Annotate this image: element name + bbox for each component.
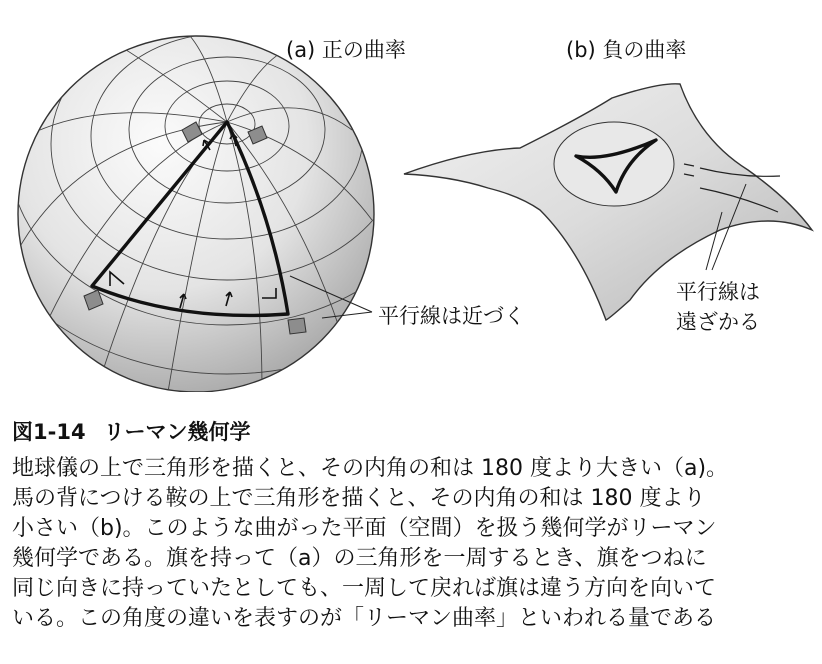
figure-title: リーマン幾何学 xyxy=(103,420,251,444)
caption-line: 幾何学である。旗を持って（a）の三角形を一周するとき、旗をつねに xyxy=(12,546,707,571)
sphere-body xyxy=(18,36,374,392)
caption-line: 同じ向きに持っていたとしても、一周して戻れば旗は違う方向を向いて xyxy=(12,576,717,601)
caption-line: 地球儀の上で三角形を描くと、その内角の和は 180 度より大きい（a)。 xyxy=(12,456,729,481)
caption-line: 小さい（b)。このような曲がった平面（空間）を扱う幾何学がリーマン xyxy=(12,516,717,541)
label-positive-curvature: (a) 正の曲率 xyxy=(286,38,406,62)
saddle-inner-oval xyxy=(554,122,674,206)
sphere xyxy=(0,0,535,392)
annotation-parallel-approach: 平行線は近づく xyxy=(378,304,525,328)
annotation-parallel-diverge-line1: 平行線は xyxy=(676,280,760,304)
caption xyxy=(12,416,812,634)
caption-title xyxy=(12,416,812,446)
caption-line: いる。この角度の違いを表すのが「リーマン曲率」といわれる量である xyxy=(12,606,717,631)
caption-body xyxy=(12,454,812,634)
label-negative-curvature: (b) 負の曲率 xyxy=(566,38,687,62)
figure-number: 図1-14 xyxy=(12,420,86,444)
caption-line: 馬の背につける鞍の上で三角形を描くと、その内角の和は 180 度より xyxy=(12,486,706,511)
annotation-parallel-diverge-line2: 遠ざかる xyxy=(676,310,760,334)
